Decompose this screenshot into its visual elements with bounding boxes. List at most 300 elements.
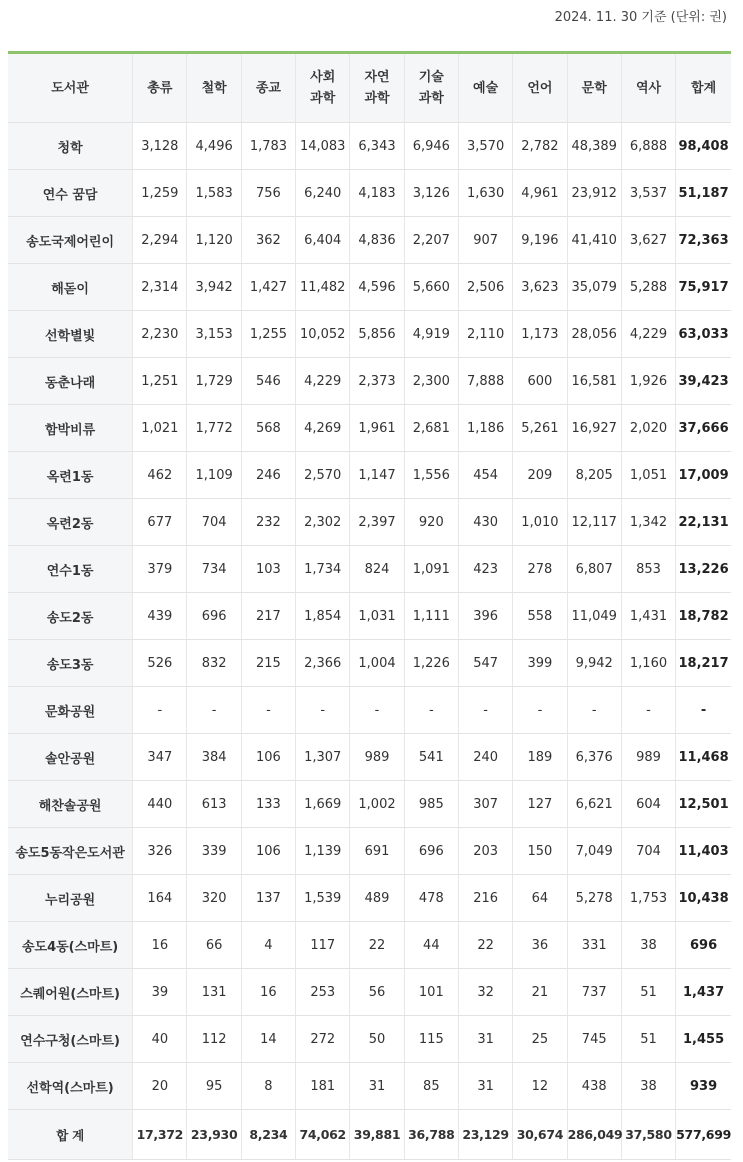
header-category: 언어	[513, 53, 567, 123]
count-cell: 12,117	[567, 499, 621, 546]
count-cell: 568	[241, 405, 295, 452]
count-cell: 232	[241, 499, 295, 546]
row-total-cell: 22,131	[676, 499, 731, 546]
library-name-cell: 솔안공원	[8, 734, 133, 781]
count-cell: 478	[404, 875, 458, 922]
count-cell: 38	[621, 1063, 675, 1110]
count-cell: 704	[621, 828, 675, 875]
count-cell: 23,912	[567, 170, 621, 217]
count-cell: 4,229	[296, 358, 350, 405]
count-cell: 604	[621, 781, 675, 828]
count-cell: 1,109	[187, 452, 241, 499]
header-category: 종교	[241, 53, 295, 123]
count-cell: 2,397	[350, 499, 404, 546]
count-cell: -	[296, 687, 350, 734]
count-cell: 5,288	[621, 264, 675, 311]
count-cell: 2,207	[404, 217, 458, 264]
count-cell: 1,051	[621, 452, 675, 499]
count-cell: 36,788	[404, 1110, 458, 1160]
row-total-cell: 1,455	[676, 1016, 731, 1063]
library-name-cell: 스퀘어원(스마트)	[8, 969, 133, 1016]
row-total-cell: -	[676, 687, 731, 734]
count-cell: 253	[296, 969, 350, 1016]
count-cell: 36	[513, 922, 567, 969]
count-cell: 112	[187, 1016, 241, 1063]
count-cell: 1,961	[350, 405, 404, 452]
row-total-cell: 577,699	[676, 1110, 731, 1160]
header-category: 역사	[621, 53, 675, 123]
library-name-cell: 연수구청(스마트)	[8, 1016, 133, 1063]
table-row	[8, 875, 731, 922]
count-cell: 215	[241, 640, 295, 687]
count-cell: 137	[241, 875, 295, 922]
count-cell: 4	[241, 922, 295, 969]
count-cell: 4,496	[187, 123, 241, 170]
count-cell: 4,919	[404, 311, 458, 358]
count-cell: 379	[133, 546, 187, 593]
count-cell: 39,881	[350, 1110, 404, 1160]
count-cell: 2,366	[296, 640, 350, 687]
count-cell: 2,294	[133, 217, 187, 264]
count-cell: 2,020	[621, 405, 675, 452]
count-cell: 11,482	[296, 264, 350, 311]
count-cell: 1,173	[513, 311, 567, 358]
table-row	[8, 593, 731, 640]
count-cell: 677	[133, 499, 187, 546]
count-cell: 1,431	[621, 593, 675, 640]
count-cell: 832	[187, 640, 241, 687]
count-cell: 547	[458, 640, 512, 687]
count-cell: 51	[621, 1016, 675, 1063]
library-name-cell: 연수1동	[8, 546, 133, 593]
row-total-cell: 13,226	[676, 546, 731, 593]
count-cell: 240	[458, 734, 512, 781]
count-cell: 23,930	[187, 1110, 241, 1160]
total-row	[8, 1110, 731, 1160]
row-total-cell: 75,917	[676, 264, 731, 311]
library-name-cell: 해찬솔공원	[8, 781, 133, 828]
count-cell: 64	[513, 875, 567, 922]
count-cell: 5,261	[513, 405, 567, 452]
row-total-cell: 11,468	[676, 734, 731, 781]
count-cell: 44	[404, 922, 458, 969]
table-body	[8, 123, 731, 1160]
count-cell: 16,927	[567, 405, 621, 452]
count-cell: -	[133, 687, 187, 734]
count-cell: 74,062	[296, 1110, 350, 1160]
table-row	[8, 922, 731, 969]
header-category: 예술	[458, 53, 512, 123]
count-cell: 30,674	[513, 1110, 567, 1160]
count-cell: 4,596	[350, 264, 404, 311]
table-row	[8, 546, 731, 593]
count-cell: 423	[458, 546, 512, 593]
count-cell: 320	[187, 875, 241, 922]
count-cell: 1,002	[350, 781, 404, 828]
library-name-cell: 선학별빛	[8, 311, 133, 358]
library-name-cell: 송도국제어린이	[8, 217, 133, 264]
count-cell: 1,783	[241, 123, 295, 170]
table-row	[8, 828, 731, 875]
count-cell: 31	[458, 1063, 512, 1110]
row-total-cell: 39,423	[676, 358, 731, 405]
library-name-cell: 선학역(스마트)	[8, 1063, 133, 1110]
count-cell: 1,010	[513, 499, 567, 546]
count-cell: 278	[513, 546, 567, 593]
count-cell: 150	[513, 828, 567, 875]
count-cell: 1,021	[133, 405, 187, 452]
count-cell: 1,251	[133, 358, 187, 405]
count-cell: 1,772	[187, 405, 241, 452]
row-total-cell: 63,033	[676, 311, 731, 358]
count-cell: 454	[458, 452, 512, 499]
count-cell: 22	[350, 922, 404, 969]
count-cell: 5,660	[404, 264, 458, 311]
count-cell: 14,083	[296, 123, 350, 170]
count-cell: 613	[187, 781, 241, 828]
table-row	[8, 405, 731, 452]
count-cell: 3,623	[513, 264, 567, 311]
count-cell: 2,314	[133, 264, 187, 311]
library-name-cell: 문화공원	[8, 687, 133, 734]
count-cell: 6,807	[567, 546, 621, 593]
count-cell: 7,049	[567, 828, 621, 875]
count-cell: 32	[458, 969, 512, 1016]
count-cell: 3,537	[621, 170, 675, 217]
table-row	[8, 358, 731, 405]
table-row	[8, 170, 731, 217]
count-cell: 25	[513, 1016, 567, 1063]
count-cell: 272	[296, 1016, 350, 1063]
count-cell: 1,186	[458, 405, 512, 452]
count-cell: 3,153	[187, 311, 241, 358]
count-cell: 1,120	[187, 217, 241, 264]
count-cell: 704	[187, 499, 241, 546]
count-cell: 600	[513, 358, 567, 405]
count-cell: 4,229	[621, 311, 675, 358]
count-cell: 14	[241, 1016, 295, 1063]
count-cell: 7,888	[458, 358, 512, 405]
header-category: 총류	[133, 53, 187, 123]
table-row	[8, 781, 731, 828]
count-cell: 3,942	[187, 264, 241, 311]
count-cell: 3,570	[458, 123, 512, 170]
count-cell: -	[621, 687, 675, 734]
count-cell: -	[241, 687, 295, 734]
library-name-cell: 함박비류	[8, 405, 133, 452]
count-cell: 246	[241, 452, 295, 499]
header-category: 기술 과학	[404, 53, 458, 123]
count-cell: 331	[567, 922, 621, 969]
count-cell: 35,079	[567, 264, 621, 311]
count-cell: 39	[133, 969, 187, 1016]
table-row	[8, 499, 731, 546]
count-cell: 1,539	[296, 875, 350, 922]
table-row	[8, 264, 731, 311]
row-total-cell: 12,501	[676, 781, 731, 828]
count-cell: 989	[621, 734, 675, 781]
count-cell: 1,091	[404, 546, 458, 593]
count-cell: 16,581	[567, 358, 621, 405]
count-cell: 1,583	[187, 170, 241, 217]
count-cell: 326	[133, 828, 187, 875]
library-name-cell: 동춘나래	[8, 358, 133, 405]
row-total-cell: 37,666	[676, 405, 731, 452]
count-cell: 181	[296, 1063, 350, 1110]
count-cell: -	[458, 687, 512, 734]
header-library: 도서관	[8, 53, 133, 123]
count-cell: 2,782	[513, 123, 567, 170]
count-cell: 1,147	[350, 452, 404, 499]
header-category: 사회 과학	[296, 53, 350, 123]
count-cell: 745	[567, 1016, 621, 1063]
date-unit-caption: 2024. 11. 30 기준 (단위: 권)	[554, 10, 727, 25]
count-cell: 133	[241, 781, 295, 828]
count-cell: 541	[404, 734, 458, 781]
count-cell: 203	[458, 828, 512, 875]
header-category: 문학	[567, 53, 621, 123]
count-cell: 209	[513, 452, 567, 499]
count-cell: 12	[513, 1063, 567, 1110]
library-name-cell: 청학	[8, 123, 133, 170]
count-cell: 307	[458, 781, 512, 828]
count-cell: 51	[621, 969, 675, 1016]
count-cell: 2,681	[404, 405, 458, 452]
count-cell: 3,627	[621, 217, 675, 264]
count-cell: 824	[350, 546, 404, 593]
count-cell: 339	[187, 828, 241, 875]
count-cell: 127	[513, 781, 567, 828]
library-name-cell: 연수 꿈담	[8, 170, 133, 217]
count-cell: 1,226	[404, 640, 458, 687]
count-cell: 10,052	[296, 311, 350, 358]
count-cell: 2,570	[296, 452, 350, 499]
count-cell: 106	[241, 828, 295, 875]
count-cell: 1,630	[458, 170, 512, 217]
count-cell: 286,049	[567, 1110, 621, 1160]
table-row	[8, 1063, 731, 1110]
count-cell: 106	[241, 734, 295, 781]
row-total-cell: 1,437	[676, 969, 731, 1016]
row-total-cell: 10,438	[676, 875, 731, 922]
count-cell: 16	[241, 969, 295, 1016]
count-cell: 41,410	[567, 217, 621, 264]
count-cell: 31	[458, 1016, 512, 1063]
header-row	[8, 53, 731, 123]
library-name-cell: 송도3동	[8, 640, 133, 687]
count-cell: 4,836	[350, 217, 404, 264]
count-cell: 85	[404, 1063, 458, 1110]
count-cell: 8,205	[567, 452, 621, 499]
count-cell: 489	[350, 875, 404, 922]
count-cell: 396	[458, 593, 512, 640]
count-cell: 17,372	[133, 1110, 187, 1160]
count-cell: 20	[133, 1063, 187, 1110]
count-cell: 462	[133, 452, 187, 499]
count-cell: 2,506	[458, 264, 512, 311]
count-cell: 8	[241, 1063, 295, 1110]
count-cell: 8,234	[241, 1110, 295, 1160]
count-cell: 31	[350, 1063, 404, 1110]
count-cell: 5,856	[350, 311, 404, 358]
count-cell: 22	[458, 922, 512, 969]
row-total-cell: 696	[676, 922, 731, 969]
count-cell: 216	[458, 875, 512, 922]
count-cell: 920	[404, 499, 458, 546]
table-header	[8, 53, 731, 123]
table-row	[8, 640, 731, 687]
count-cell: 440	[133, 781, 187, 828]
count-cell: 1,160	[621, 640, 675, 687]
count-cell: 56	[350, 969, 404, 1016]
table-row	[8, 969, 731, 1016]
count-cell: 217	[241, 593, 295, 640]
count-cell: 696	[404, 828, 458, 875]
count-cell: 1,753	[621, 875, 675, 922]
library-name-cell: 송도2동	[8, 593, 133, 640]
count-cell: 526	[133, 640, 187, 687]
count-cell: 4,269	[296, 405, 350, 452]
count-cell: -	[567, 687, 621, 734]
count-cell: 95	[187, 1063, 241, 1110]
count-cell: 1,307	[296, 734, 350, 781]
count-cell: 9,942	[567, 640, 621, 687]
count-cell: 2,300	[404, 358, 458, 405]
count-cell: 399	[513, 640, 567, 687]
count-cell: 6,621	[567, 781, 621, 828]
count-cell: 3,128	[133, 123, 187, 170]
count-cell: 103	[241, 546, 295, 593]
count-cell: 853	[621, 546, 675, 593]
count-cell: 3,126	[404, 170, 458, 217]
count-cell: 1,427	[241, 264, 295, 311]
row-total-cell: 18,217	[676, 640, 731, 687]
count-cell: 101	[404, 969, 458, 1016]
table-row	[8, 217, 731, 264]
count-cell: 11,049	[567, 593, 621, 640]
library-collection-table	[8, 51, 731, 1160]
table-row	[8, 734, 731, 781]
count-cell: 756	[241, 170, 295, 217]
header-category: 철학	[187, 53, 241, 123]
count-cell: 4,961	[513, 170, 567, 217]
count-cell: 6,343	[350, 123, 404, 170]
row-total-cell: 11,403	[676, 828, 731, 875]
row-total-cell: 72,363	[676, 217, 731, 264]
count-cell: 9,196	[513, 217, 567, 264]
count-cell: 347	[133, 734, 187, 781]
count-cell: 1,031	[350, 593, 404, 640]
count-cell: 1,729	[187, 358, 241, 405]
count-cell: 2,230	[133, 311, 187, 358]
table-row	[8, 1016, 731, 1063]
count-cell: 907	[458, 217, 512, 264]
library-name-cell: 옥련2동	[8, 499, 133, 546]
count-cell: 16	[133, 922, 187, 969]
count-cell: 558	[513, 593, 567, 640]
count-cell: 6,946	[404, 123, 458, 170]
count-cell: 362	[241, 217, 295, 264]
count-cell: 48,389	[567, 123, 621, 170]
table-row	[8, 687, 731, 734]
count-cell: 5,278	[567, 875, 621, 922]
count-cell: 1,669	[296, 781, 350, 828]
count-cell: 1,342	[621, 499, 675, 546]
count-cell: 1,854	[296, 593, 350, 640]
table-row	[8, 123, 731, 170]
count-cell: 1,111	[404, 593, 458, 640]
count-cell: 115	[404, 1016, 458, 1063]
count-cell: -	[187, 687, 241, 734]
table-row	[8, 311, 731, 358]
count-cell: 439	[133, 593, 187, 640]
count-cell: 6,240	[296, 170, 350, 217]
count-cell: 23,129	[458, 1110, 512, 1160]
count-cell: 2,373	[350, 358, 404, 405]
table-row	[8, 452, 731, 499]
count-cell: 38	[621, 922, 675, 969]
count-cell: 430	[458, 499, 512, 546]
count-cell: 1,926	[621, 358, 675, 405]
count-cell: 737	[567, 969, 621, 1016]
count-cell: 6,888	[621, 123, 675, 170]
library-name-cell: 옥련1동	[8, 452, 133, 499]
library-name-cell: 송도5동작은도서관	[8, 828, 133, 875]
library-name-cell: 해돋이	[8, 264, 133, 311]
count-cell: 21	[513, 969, 567, 1016]
count-cell: 696	[187, 593, 241, 640]
count-cell: 50	[350, 1016, 404, 1063]
library-name-cell: 누리공원	[8, 875, 133, 922]
count-cell: 40	[133, 1016, 187, 1063]
count-cell: 1,556	[404, 452, 458, 499]
count-cell: 691	[350, 828, 404, 875]
row-total-cell: 17,009	[676, 452, 731, 499]
count-cell: 989	[350, 734, 404, 781]
header-total: 합계	[676, 53, 731, 123]
count-cell: 164	[133, 875, 187, 922]
count-cell: 546	[241, 358, 295, 405]
count-cell: 28,056	[567, 311, 621, 358]
count-cell: 66	[187, 922, 241, 969]
library-name-cell: 합 계	[8, 1110, 133, 1160]
count-cell: 734	[187, 546, 241, 593]
count-cell: 1,259	[133, 170, 187, 217]
count-cell: 189	[513, 734, 567, 781]
count-cell: -	[513, 687, 567, 734]
row-total-cell: 51,187	[676, 170, 731, 217]
count-cell: 1,004	[350, 640, 404, 687]
row-total-cell: 18,782	[676, 593, 731, 640]
count-cell: 6,404	[296, 217, 350, 264]
count-cell: 384	[187, 734, 241, 781]
count-cell: 2,110	[458, 311, 512, 358]
count-cell: 131	[187, 969, 241, 1016]
header-category: 자연 과학	[350, 53, 404, 123]
count-cell: 37,580	[621, 1110, 675, 1160]
count-cell: 2,302	[296, 499, 350, 546]
count-cell: 117	[296, 922, 350, 969]
count-cell: 6,376	[567, 734, 621, 781]
library-name-cell: 송도4동(스마트)	[8, 922, 133, 969]
row-total-cell: 939	[676, 1063, 731, 1110]
count-cell: 4,183	[350, 170, 404, 217]
count-cell: 1,734	[296, 546, 350, 593]
count-cell: 1,139	[296, 828, 350, 875]
count-cell: -	[404, 687, 458, 734]
count-cell: 438	[567, 1063, 621, 1110]
row-total-cell: 98,408	[676, 123, 731, 170]
